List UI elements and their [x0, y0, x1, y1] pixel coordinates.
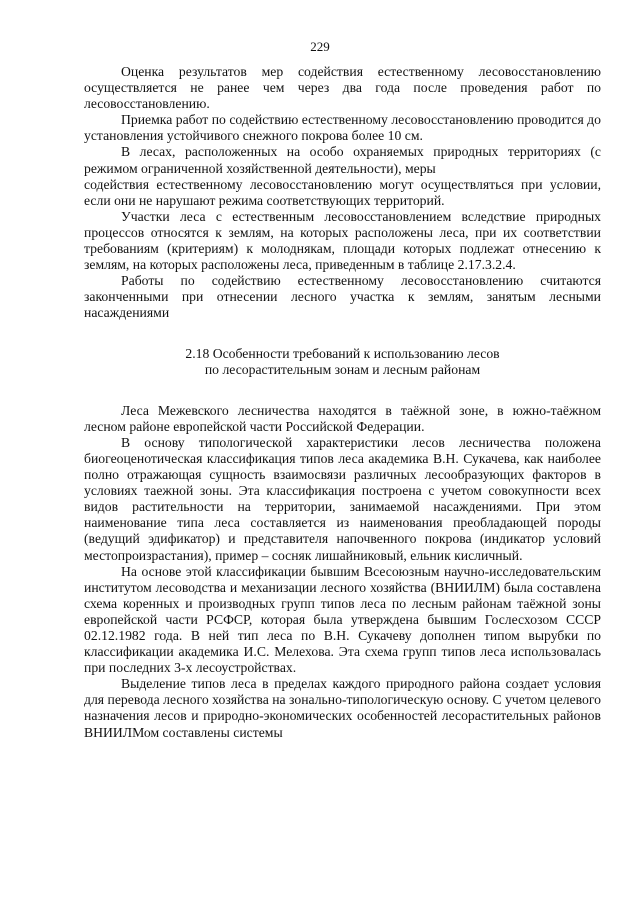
- section-heading: [84, 346, 601, 378]
- paragraph: Приемка работ по содействию естественному лесовосстановлению проводится до установления устойчивого снежного покрова более 10 см.: [84, 112, 601, 144]
- page-number: 229: [310, 39, 330, 54]
- paragraph: Выделение типов леса в пределах каждого природного района создает условия для перевода лесного хозяйства на зонально-типологическую основу. С учетом целевого назначения лесов и природно-экономических особенностей лесорастительных районов ВНИИЛМом составлены системы: [84, 676, 601, 740]
- page-content: [84, 64, 601, 741]
- paragraph: В лесах, расположенных на особо охраняемых природных территориях (с режимом ограниченной хозяйственной деятельности), меры: [84, 144, 601, 176]
- paragraphs-after-heading: [84, 403, 601, 741]
- paragraphs-before-heading: [84, 64, 601, 322]
- paragraph: Работы по содействию естественному лесовосстановлению считаются законченными при отнесении лесного участка к землям, занятым лесными насаждениями: [84, 273, 601, 321]
- paragraph: В основу типологической характеристики лесов лесничества положена биогеоценотическая классификация типов леса академика В.Н. Сукачева, как наиболее полно отражающая сущность взаимосвязи различных лесообразующих факторов в условиях таежной зоны. Эта классификация построена с учетом совокупности всех видов растительности на территории, занимаемой насаждениями. При этом наименование типа леса составляется из наименования преобладающей породы (ведущий эдификатор) и представителя напочвенного покрова (индикатор условий местопроизрастания), пример – сосняк лишайниковый, ельник кисличный.: [84, 434, 601, 563]
- paragraph: Участки леса с естественным лесовосстановлением вследствие природных процессов относятся к землям, на которых расположены леса, при их соответствии требованиям (критериям) к молоднякам, площади которых подлежат отнесению к землям, на которых расположены леса, приведенным в таблице 2.17.3.2.4.: [84, 208, 601, 273]
- paragraph: содействия естественному лесовосстановлению могут осуществляться при условии, если они не нарушают режима соответствующих территорий.: [84, 176, 601, 208]
- paragraph: На основе этой классификации бывшим Всесоюзным научно-исследовательским институтом лесоводства и механизации лесного хозяйства (ВНИИЛМ) была составлена схема коренных и производных групп типов леса по лесным районам таёжной зоны европейской части РСФСР, которая была утверждена бывшим Гослесхозом СССР 02.12.1982 года. В ней тип леса по В.Н. Сукачеву дополнен типом вырубки по классификации академика И.С. Мелехова. Эта схема групп типов леса использовалась при последних 3-х лесоустройствах.: [84, 563, 601, 676]
- paragraph: Леса Межевского лесничества находятся в таёжной зоне, в южно-таёжном лесном районе европейской части Российской Федерации.: [84, 402, 601, 434]
- section-heading-line: по лесорастительным зонам и лесным районам: [204, 361, 481, 377]
- section-heading-line: 2.18 Особенности требований к использованию лесов: [185, 345, 500, 361]
- paragraph: Оценка результатов мер содействия естественному лесовосстановлению осуществляется не ранее чем через два года после проведения работ по лесовосстановлению.: [84, 64, 601, 112]
